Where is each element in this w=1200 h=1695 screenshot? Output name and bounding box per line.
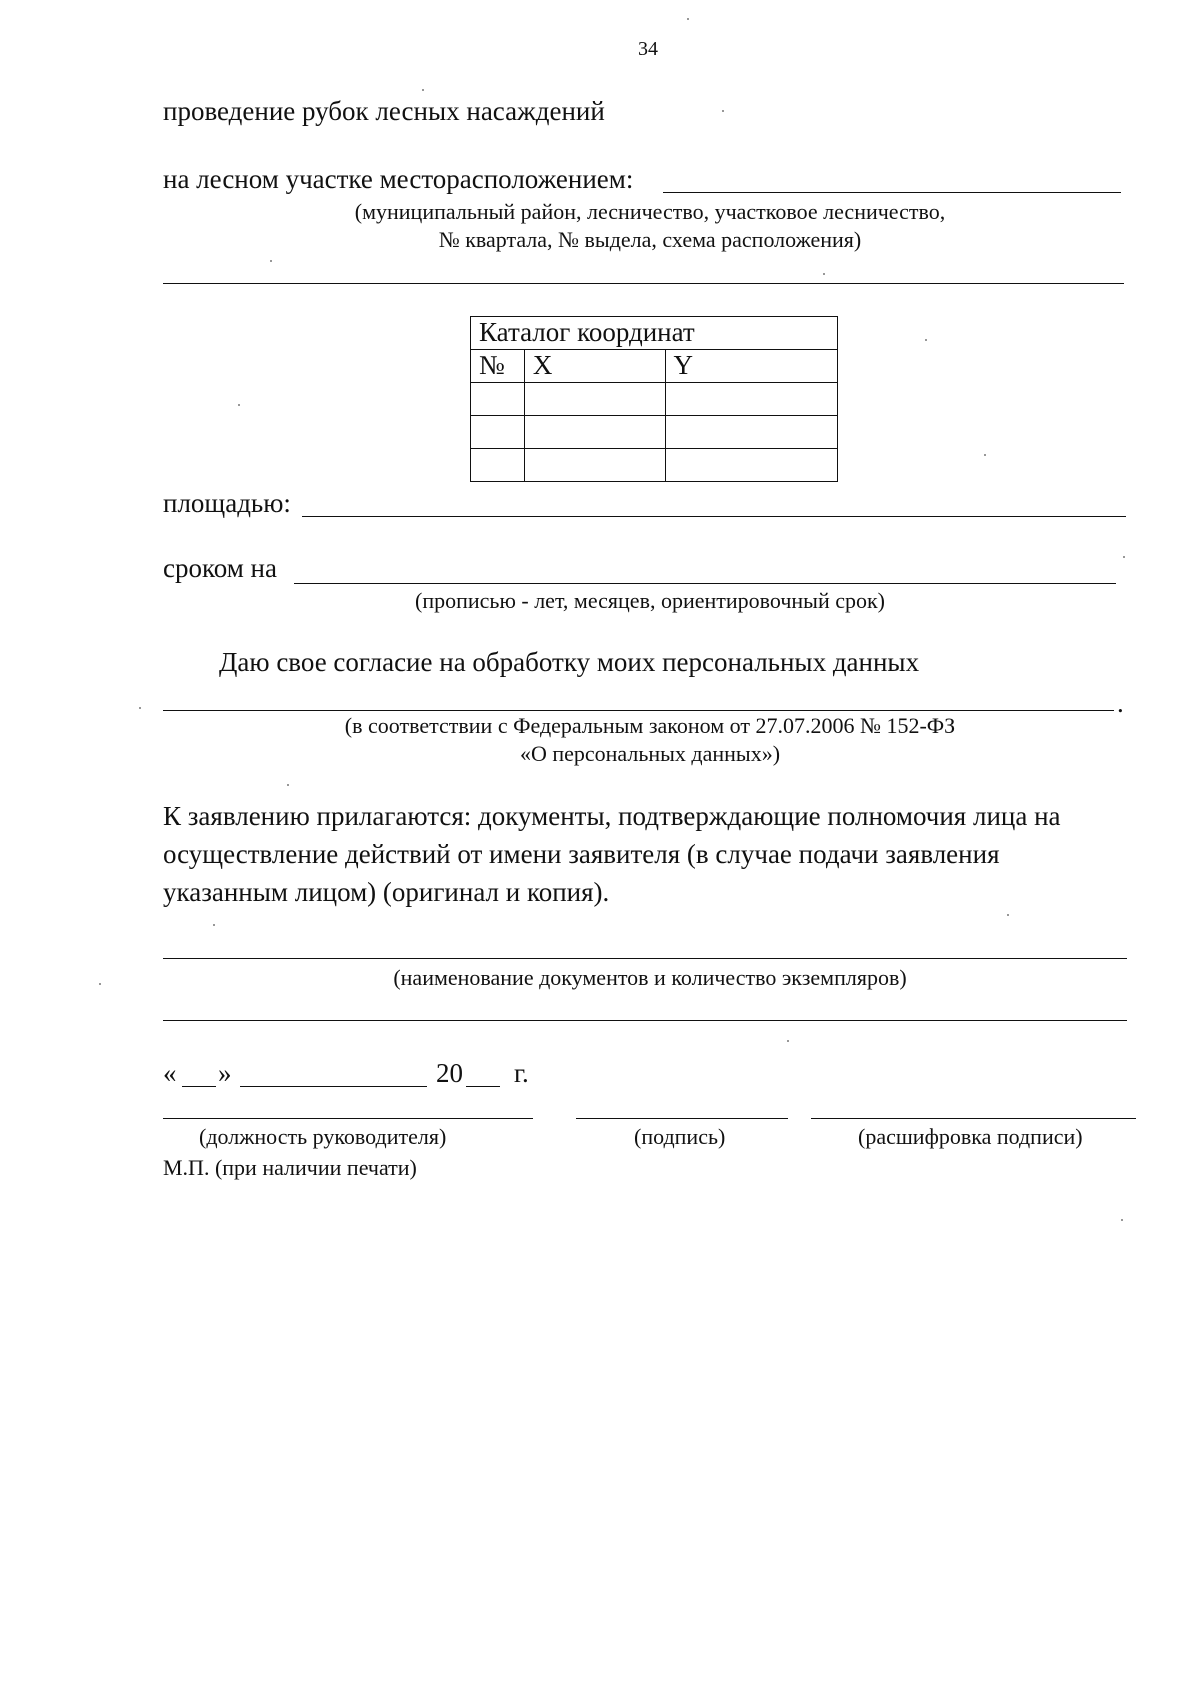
scan-speck [270,260,272,262]
date-year-prefix: 20 [436,1058,463,1088]
cell-number[interactable] [471,416,525,449]
date-open-quote: « [163,1058,177,1088]
position-label: (должность руководителя) [199,1124,447,1149]
term-hint: (прописью - лет, месяцев, ориентировочный срок) [415,588,885,613]
cell-y[interactable] [665,449,838,482]
table-row [471,449,838,482]
date-month-field[interactable] [240,1086,427,1087]
scan-speck [984,454,986,456]
attachments-line-1: К заявлению прилагаются: документы, подтверждающие полномочия лица на [163,801,1061,831]
consent-end-mark: . [1117,688,1124,718]
cell-number[interactable] [471,449,525,482]
location-hint-1: (муниципальный район, лесничество, участковое лесничество, [354,199,946,224]
signature-label: (подпись) [634,1124,726,1149]
term-field[interactable] [294,583,1116,584]
cell-y[interactable] [665,383,838,416]
scan-speck [925,339,927,341]
attachments-field[interactable] [163,958,1127,959]
attachments-hint: (наименование документов и количество экземпляров) [393,965,907,990]
attachments-line-3: указанным лицом) (оригинал и копия). [163,877,610,907]
page-number: 34 [638,38,658,60]
attachments-line-2: осуществление действий от имени заявителя (в случае подачи заявления [163,839,1000,869]
cell-number[interactable] [471,383,525,416]
location-label: на лесном участке месторасположением: [163,164,634,194]
scan-speck [823,273,825,275]
consent-text: Даю свое согласие на обработку моих персональных данных [219,647,920,677]
column-header-y: Y [665,350,838,383]
position-field[interactable] [163,1118,533,1119]
decryption-label: (расшифровка подписи) [858,1124,1083,1149]
coordinate-catalog-table [470,316,838,482]
scan-speck [139,707,141,709]
area-label: площадью: [163,488,291,518]
date-day-field[interactable] [182,1086,216,1087]
scan-speck [787,1040,789,1042]
decryption-field[interactable] [811,1118,1136,1119]
coordinate-catalog-caption: Каталог координат [471,317,838,350]
scan-speck [1007,914,1009,916]
scan-speck [722,110,724,112]
table-row [471,383,838,416]
purpose-text: проведение рубок лесных насаждений [163,96,605,126]
scan-speck [422,89,424,91]
scan-speck [1121,1219,1123,1221]
scan-speck [213,924,215,926]
scan-speck [99,983,101,985]
location-field-continued[interactable] [163,283,1124,284]
attachments-field-continued[interactable] [163,1020,1127,1021]
cell-x[interactable] [524,416,665,449]
scan-speck [1123,556,1125,558]
stamp-label: М.П. (при наличии печати) [163,1155,417,1180]
location-hint-2: № квартала, № выдела, схема расположения) [438,227,862,252]
scan-speck [687,18,689,20]
cell-x[interactable] [524,383,665,416]
date-close-quote: » [218,1058,232,1088]
scan-speck [238,404,240,406]
signature-field[interactable] [576,1118,788,1119]
consent-field[interactable] [163,710,1114,711]
cell-x[interactable] [524,449,665,482]
cell-y[interactable] [665,416,838,449]
table-row [471,416,838,449]
location-field[interactable] [663,192,1121,193]
consent-hint-1: (в соответствии с Федеральным законом от 27.07.2006 № 152-ФЗ [344,713,956,738]
scan-speck [287,784,289,786]
consent-hint-2: «О персональных данных») [519,741,781,766]
column-header-x: X [524,350,665,383]
column-header-number: № [471,350,525,383]
date-year-suffix: г. [514,1058,529,1088]
term-label: сроком на [163,553,277,583]
date-year-field[interactable] [466,1086,500,1087]
area-field[interactable] [302,516,1126,517]
